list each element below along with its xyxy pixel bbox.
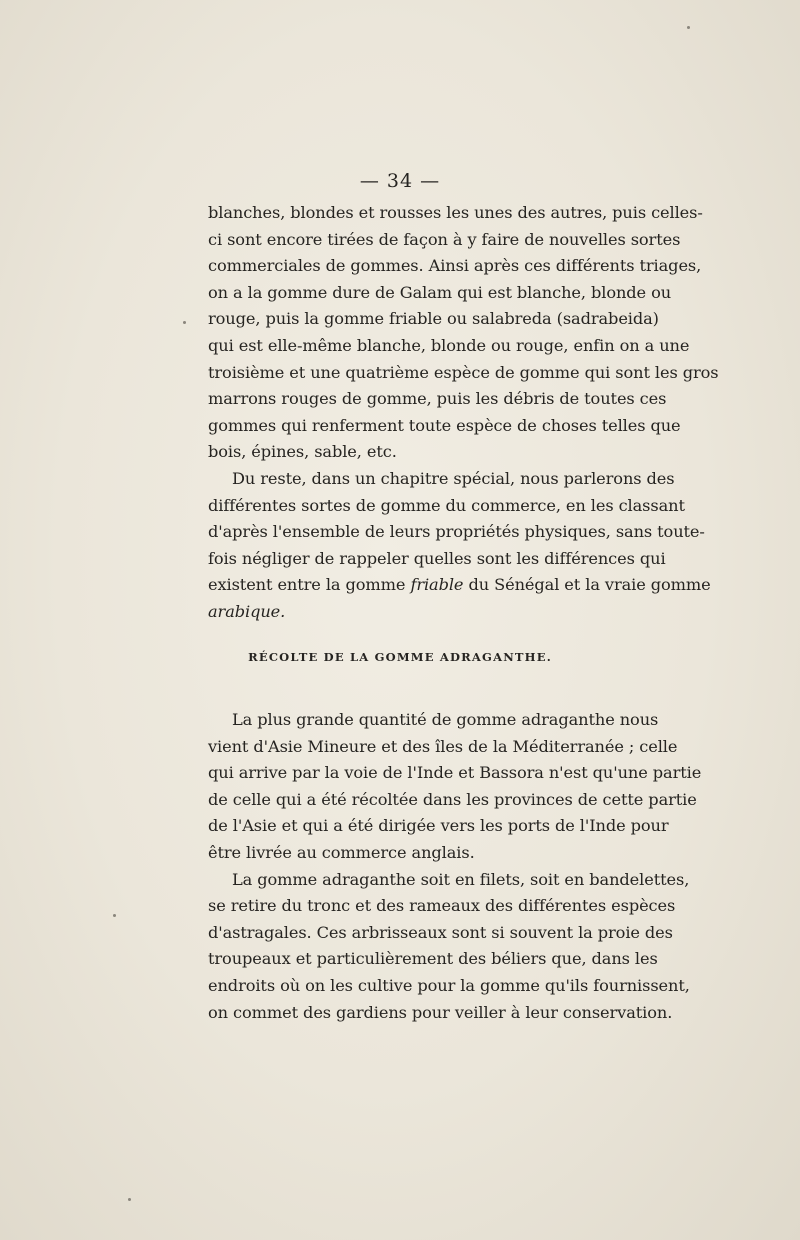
text-block-top: [208, 200, 719, 626]
paragraph2-line: différentes sortes de gomme du commerce, en les classant: [208, 495, 685, 515]
paragraph2-line5-italic: friable: [410, 575, 464, 595]
paper-speck: [128, 1198, 131, 1201]
paragraph1-line: troisième et une quatrième espèce de gomme qui sont les gros: [208, 362, 719, 382]
paragraph3-line: qui arrive par la voie de l'Inde et Bassora n'est qu'une partie: [208, 763, 702, 783]
paragraph2-line: [208, 572, 711, 599]
paragraph1-line: blanches, blondes et rousses les unes des autres, puis celles-: [208, 203, 703, 222]
paragraph3-line: vient d'Asie Mineure et des îles de la Méditerranée ; celle: [208, 736, 678, 756]
paragraph4-line: endroits où on les cultive pour la gomme qu'ils fournissent,: [208, 975, 690, 995]
paragraph3-line: être livrée au commerce anglais.: [208, 842, 475, 862]
text-block-bottom: [208, 707, 702, 1026]
paragraph4-line: La gomme adraganthe soit en filets, soit en bandelettes,: [232, 869, 690, 889]
paragraph1-line: commerciales de gommes. Ainsi après ces différents triages,: [208, 256, 702, 276]
paragraph1-line: gommes qui renferment toute espèce de choses telles que: [208, 415, 681, 435]
section-heading: RÉCOLTE DE LA GOMME ADRAGANTHE.: [248, 650, 552, 664]
paragraph1-line: ci sont encore tirées de façon à y faire de nouvelles sortes: [208, 229, 681, 249]
paragraph3-line: La plus grande quantité de gomme adraganthe nous: [232, 710, 659, 729]
paragraph1-line: qui est elle-même blanche, blonde ou rouge, enfin on a une: [208, 335, 690, 355]
paragraph1-line: on a la gomme dure de Galam qui est blanche, blonde ou: [208, 282, 672, 302]
paragraph3-line: de l'Asie et qui a été dirigée vers les ports de l'Inde pour: [208, 816, 669, 836]
paragraph2-line: d'après l'ensemble de leurs propriétés physiques, sans toute-: [208, 522, 705, 542]
paragraph2-line5-end: du Sénégal et la vraie gomme: [463, 575, 711, 595]
paper-speck: [183, 321, 186, 324]
paragraph4-line: on commet des gardiens pour veiller à leur conservation.: [208, 1002, 673, 1022]
paragraph2-line: Du reste, dans un chapitre spécial, nous parlerons des: [232, 468, 675, 488]
paragraph2-line: fois négliger de rappeler quelles sont les différences qui: [208, 548, 666, 568]
paragraph1-line: marrons rouges de gomme, puis les débris de toutes ces: [208, 389, 667, 409]
paragraph4-line: d'astragales. Ces arbrisseaux sont si souvent la proie des: [208, 922, 673, 942]
paragraph2-line6-italic: arabique.: [208, 601, 286, 621]
page-number: — 34 —: [359, 170, 441, 192]
paragraph1-line: rouge, puis la gomme friable ou salabreda (sadrabeida): [208, 309, 659, 329]
paragraph4-line: troupeaux et particulièrement des béliers que, dans les: [208, 949, 658, 969]
paragraph1-line: bois, épines, sable, etc.: [208, 442, 397, 462]
paragraph3-line: de celle qui a été récoltée dans les provinces de cette partie: [208, 789, 697, 809]
paragraph2-line5-start: existent entre la gomme: [208, 575, 411, 595]
paper-speck: [113, 914, 116, 917]
paper-speck: [687, 26, 690, 29]
paragraph4-line: se retire du tronc et des rameaux des différentes espèces: [208, 896, 676, 916]
